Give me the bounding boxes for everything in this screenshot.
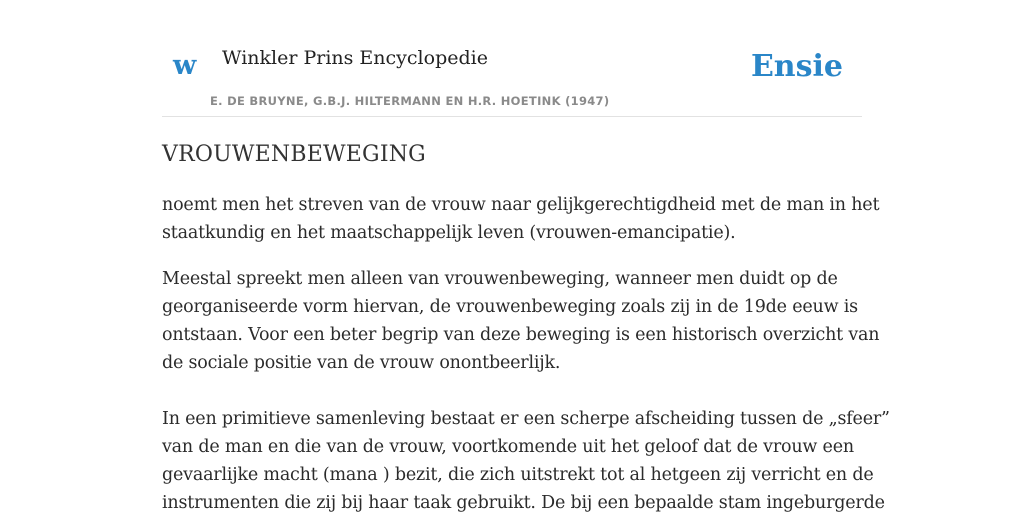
paragraph-line: noemt men het streven van de vrouw naar gelijkgerechtigdheid met de man in het xyxy=(162,195,880,215)
article-paragraph xyxy=(162,265,880,377)
paragraph-line: gevaarlijke macht (mana ) bezit, die zich uitstrekt tot al hetgeen zij verricht en de xyxy=(162,465,874,485)
source-authors: E. DE BRUYNE, G.B.J. HILTERMANN EN H.R. HOETINK (1947) xyxy=(210,94,610,108)
paragraph-line: van de man en die van de vrouw, voortkomende uit het geloof dat de vrouw een xyxy=(162,437,854,457)
article-body xyxy=(162,140,890,512)
paragraph-line: In een primitieve samenleving bestaat er een scherpe afscheiding tussen de „sfeer” xyxy=(162,409,890,429)
paragraph-line: Meestal spreekt men alleen van vrouwenbeweging, wanneer men duidt op de xyxy=(162,269,838,289)
article-paragraph xyxy=(162,191,880,247)
paragraph-line: staatkundig en het maatschappelijk leven (vrouwen-emancipatie). xyxy=(162,223,736,243)
brand-logo[interactable]: Ensie xyxy=(750,49,843,84)
source-title-link[interactable]: Winkler Prins Encyclopedie xyxy=(222,47,488,69)
paragraph-line: georganiseerde vorm hiervan, de vrouwenbeweging zoals zij in de 19de eeuw is xyxy=(162,297,858,317)
paragraph-line: ontstaan. Voor een beter begrip van deze beweging is een historisch overzicht van xyxy=(162,325,880,345)
article-title: VROUWENBEWEGING xyxy=(162,142,426,167)
paragraph-line: de sociale positie van de vrouw onontbeerlijk. xyxy=(162,353,561,373)
article-paragraph xyxy=(162,405,890,512)
paragraph-line: instrumenten die zij bij haar taak gebruikt. De bij een bepaalde stam ingeburgerde xyxy=(162,493,885,512)
source-header xyxy=(162,38,862,117)
source-logo-icon[interactable]: w xyxy=(173,50,197,81)
